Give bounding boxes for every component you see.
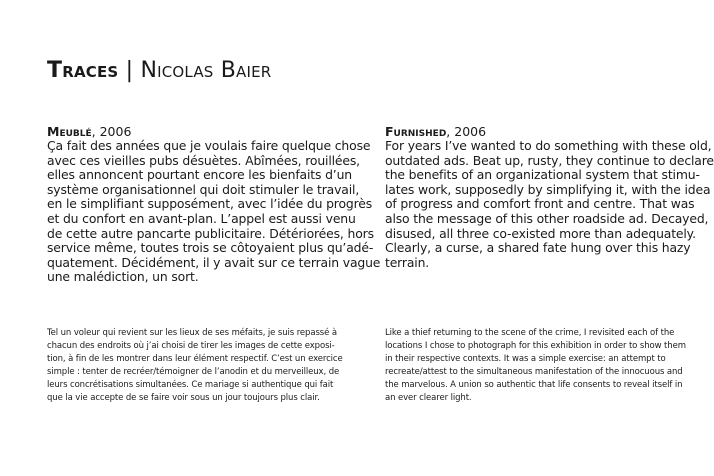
english-column xyxy=(385,124,714,270)
text-line: terrain. xyxy=(385,254,430,270)
text-line: Ça fait des années que je voulais faire quelque chose xyxy=(47,138,371,153)
english-work-title: Furnished xyxy=(385,124,447,139)
note-line: the marvelous. A union so authentic that life consents to reveal itself in xyxy=(385,380,683,391)
note-line: recreate/attest to the simultaneous manifestation of the innocuous and xyxy=(385,367,683,378)
text-line: une malédiction, un sort. xyxy=(47,269,199,285)
text-line: of progress and comfort front and centre. That was xyxy=(385,196,695,212)
text-line: service même, toutes trois se côtoyaient plus qu’adé- xyxy=(47,240,374,256)
page-title xyxy=(47,57,271,85)
note-line: Tel un voleur qui revient sur les lieux de ses méfaits, je suis repassé à xyxy=(47,328,337,338)
english-work-heading xyxy=(385,125,707,139)
text-line: et du confort en avant-plan. L’appel est aussi venu xyxy=(47,210,356,226)
french-work-year: , 2006 xyxy=(91,124,132,139)
text-line: outdated ads. Beat up, rusty, they continue to declare xyxy=(385,152,714,168)
artist-name: Nicolas Baier xyxy=(140,58,272,83)
french-statement xyxy=(47,138,381,285)
french-note xyxy=(47,327,367,406)
note-line: simple : tenter de recréer/témoigner de l’anodin et du merveilleux, de xyxy=(47,367,340,378)
note-line: leurs concrétisations simultanées. Ce mariage si authentique qui fait xyxy=(47,380,334,391)
note-line: que la vie accepte de se faire voir sous un jour toujours plus clair. xyxy=(47,393,320,404)
note-line: in their respective contexts. It was a simple exercise: an attempt to xyxy=(385,354,666,365)
exhibition-title: Traces xyxy=(47,58,119,83)
french-work-title: Meublé xyxy=(47,124,92,139)
french-work-heading xyxy=(47,125,367,139)
title-separator: | xyxy=(125,58,134,83)
note-line: locations I chose to photograph for this exhibition in order to show them xyxy=(385,341,686,352)
note-line: tion, à fin de les montrer dans leur élément respectif. C’est un exercice xyxy=(47,354,343,365)
text-line: en le simplifiant supposément, avec l’idée du progrès xyxy=(47,196,373,212)
text-line: Clearly, a curse, a shared fate hung over this hazy xyxy=(385,240,691,256)
english-note xyxy=(385,327,707,406)
note-line: an ever clearer light. xyxy=(385,393,472,404)
text-line: also the message of this other roadside ad. Decayed, xyxy=(385,210,709,226)
text-line: lates work, supposedly by simplifying it, with the idea xyxy=(385,181,711,197)
text-line: système organisationnel qui doit stimuler le travail, xyxy=(47,181,360,197)
english-statement xyxy=(385,138,714,270)
text-line: de cette autre pancarte publicitaire. Détériorées, hors xyxy=(47,225,374,241)
text-line: elles annoncent pourtant encore les bienfaits d’un xyxy=(47,167,352,183)
text-line: quatement. Décidément, il y avait sur ce terrain vague xyxy=(47,254,381,270)
text-line: For years I’ve wanted to do something with these old, xyxy=(385,138,712,153)
note-line: chacun des endroits où j’ai choisi de tirer les images de cette exposi- xyxy=(47,341,335,352)
note-line: Like a thief returning to the scene of the crime, I revisited each of the xyxy=(385,328,675,338)
text-line: the benefits of an organizational system that stimu- xyxy=(385,167,700,183)
text-line: disused, all three co-existed more than adequately. xyxy=(385,225,696,241)
french-column xyxy=(47,124,381,285)
english-work-year: , 2006 xyxy=(446,124,487,139)
text-line: avec ces vieilles pubs désuètes. Abîmées, rouillées, xyxy=(47,152,360,168)
